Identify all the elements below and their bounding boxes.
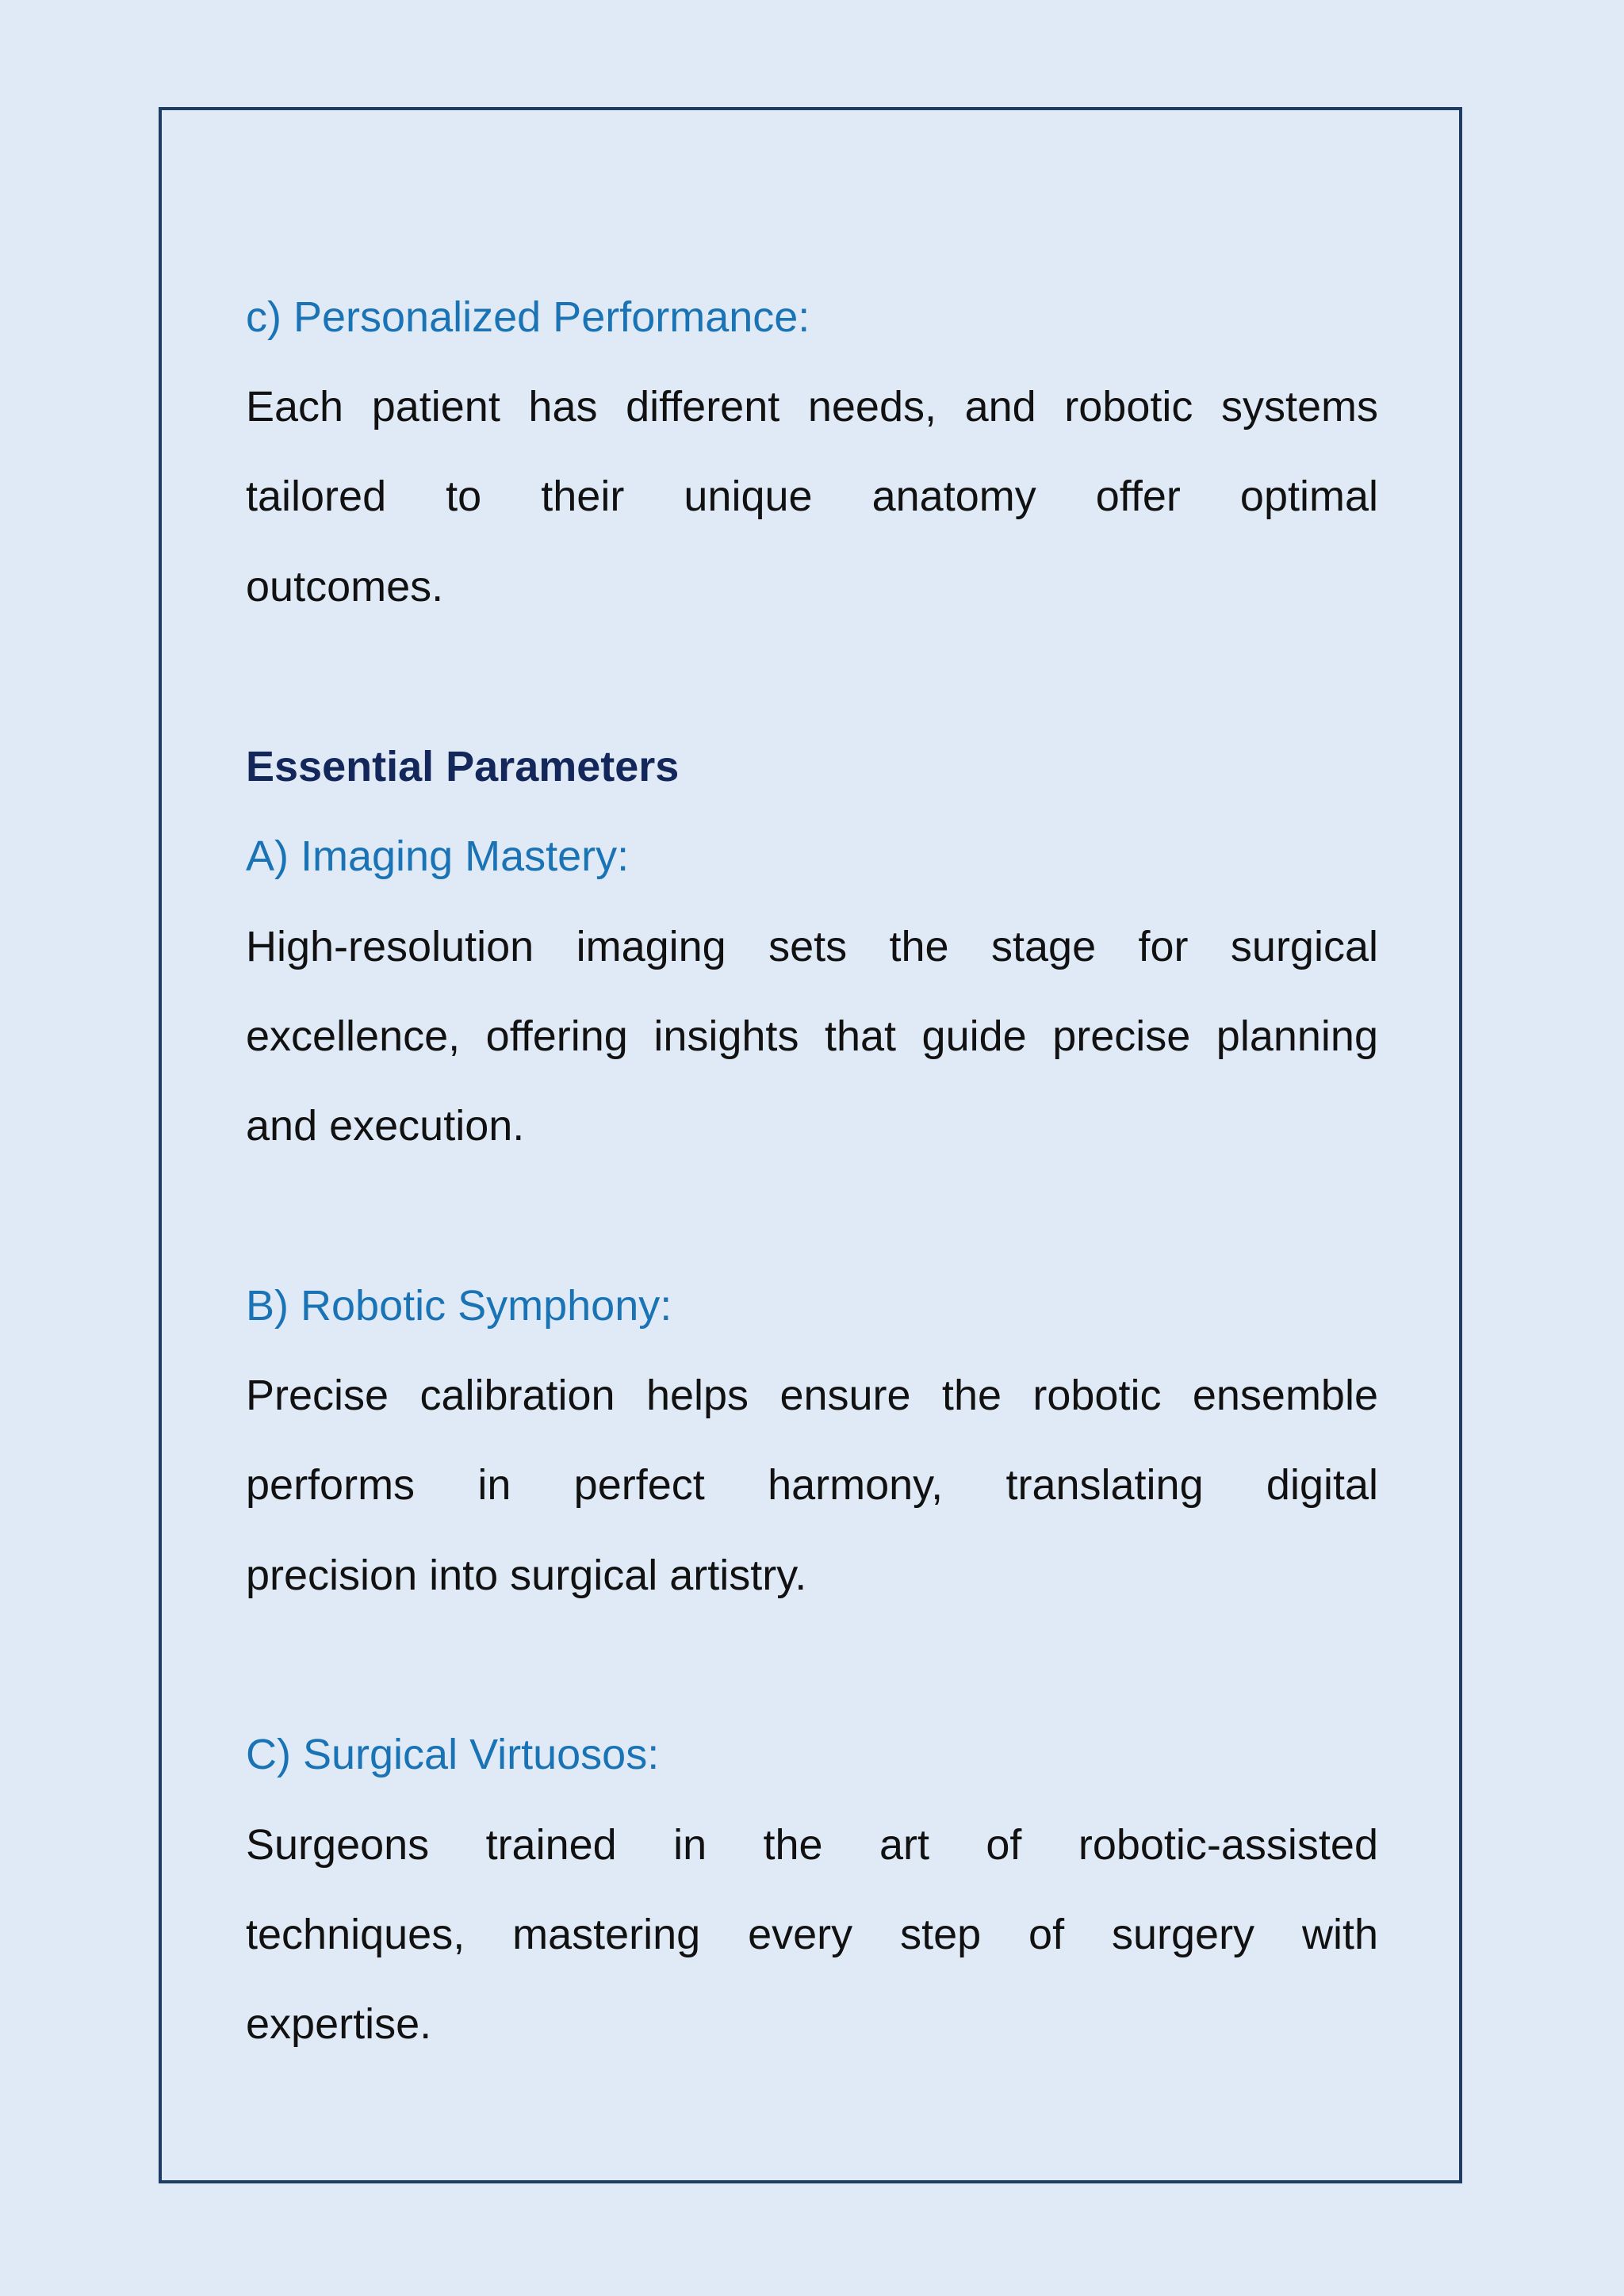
paragraph-line: High-resolution imaging sets the stage for surgical	[246, 923, 1378, 970]
paragraph-line: tailored to their unique anatomy offer optimal	[246, 473, 1378, 520]
paragraph-line: techniques, mastering every step of surgery with	[246, 1911, 1378, 1958]
paragraph-line: outcomes.	[246, 563, 444, 610]
section-title: Essential Parameters	[246, 743, 680, 790]
paragraph-line: and execution.	[246, 1102, 525, 1150]
paragraph-line: precision into surgical artistry.	[246, 1552, 807, 1599]
paragraph-line: expertise.	[246, 2000, 432, 2048]
subheading-personalized-performance: c) Personalized Performance:	[246, 293, 810, 341]
paragraph-line: Precise calibration helps ensure the robotic ensemble	[246, 1372, 1378, 1419]
subheading-robotic-symphony: B) Robotic Symphony:	[246, 1282, 672, 1330]
paragraph-line: performs in perfect harmony, translating digital	[246, 1461, 1378, 1509]
subheading-surgical-virtuosos: C) Surgical Virtuosos:	[246, 1731, 660, 1778]
paragraph-line: excellence, offering insights that guide precise planning	[246, 1012, 1378, 1060]
paragraph-line: Surgeons trained in the art of robotic-assisted	[246, 1821, 1378, 1869]
subheading-imaging-mastery: A) Imaging Mastery:	[246, 832, 630, 880]
paragraph-line: Each patient has different needs, and robotic systems	[246, 383, 1378, 430]
